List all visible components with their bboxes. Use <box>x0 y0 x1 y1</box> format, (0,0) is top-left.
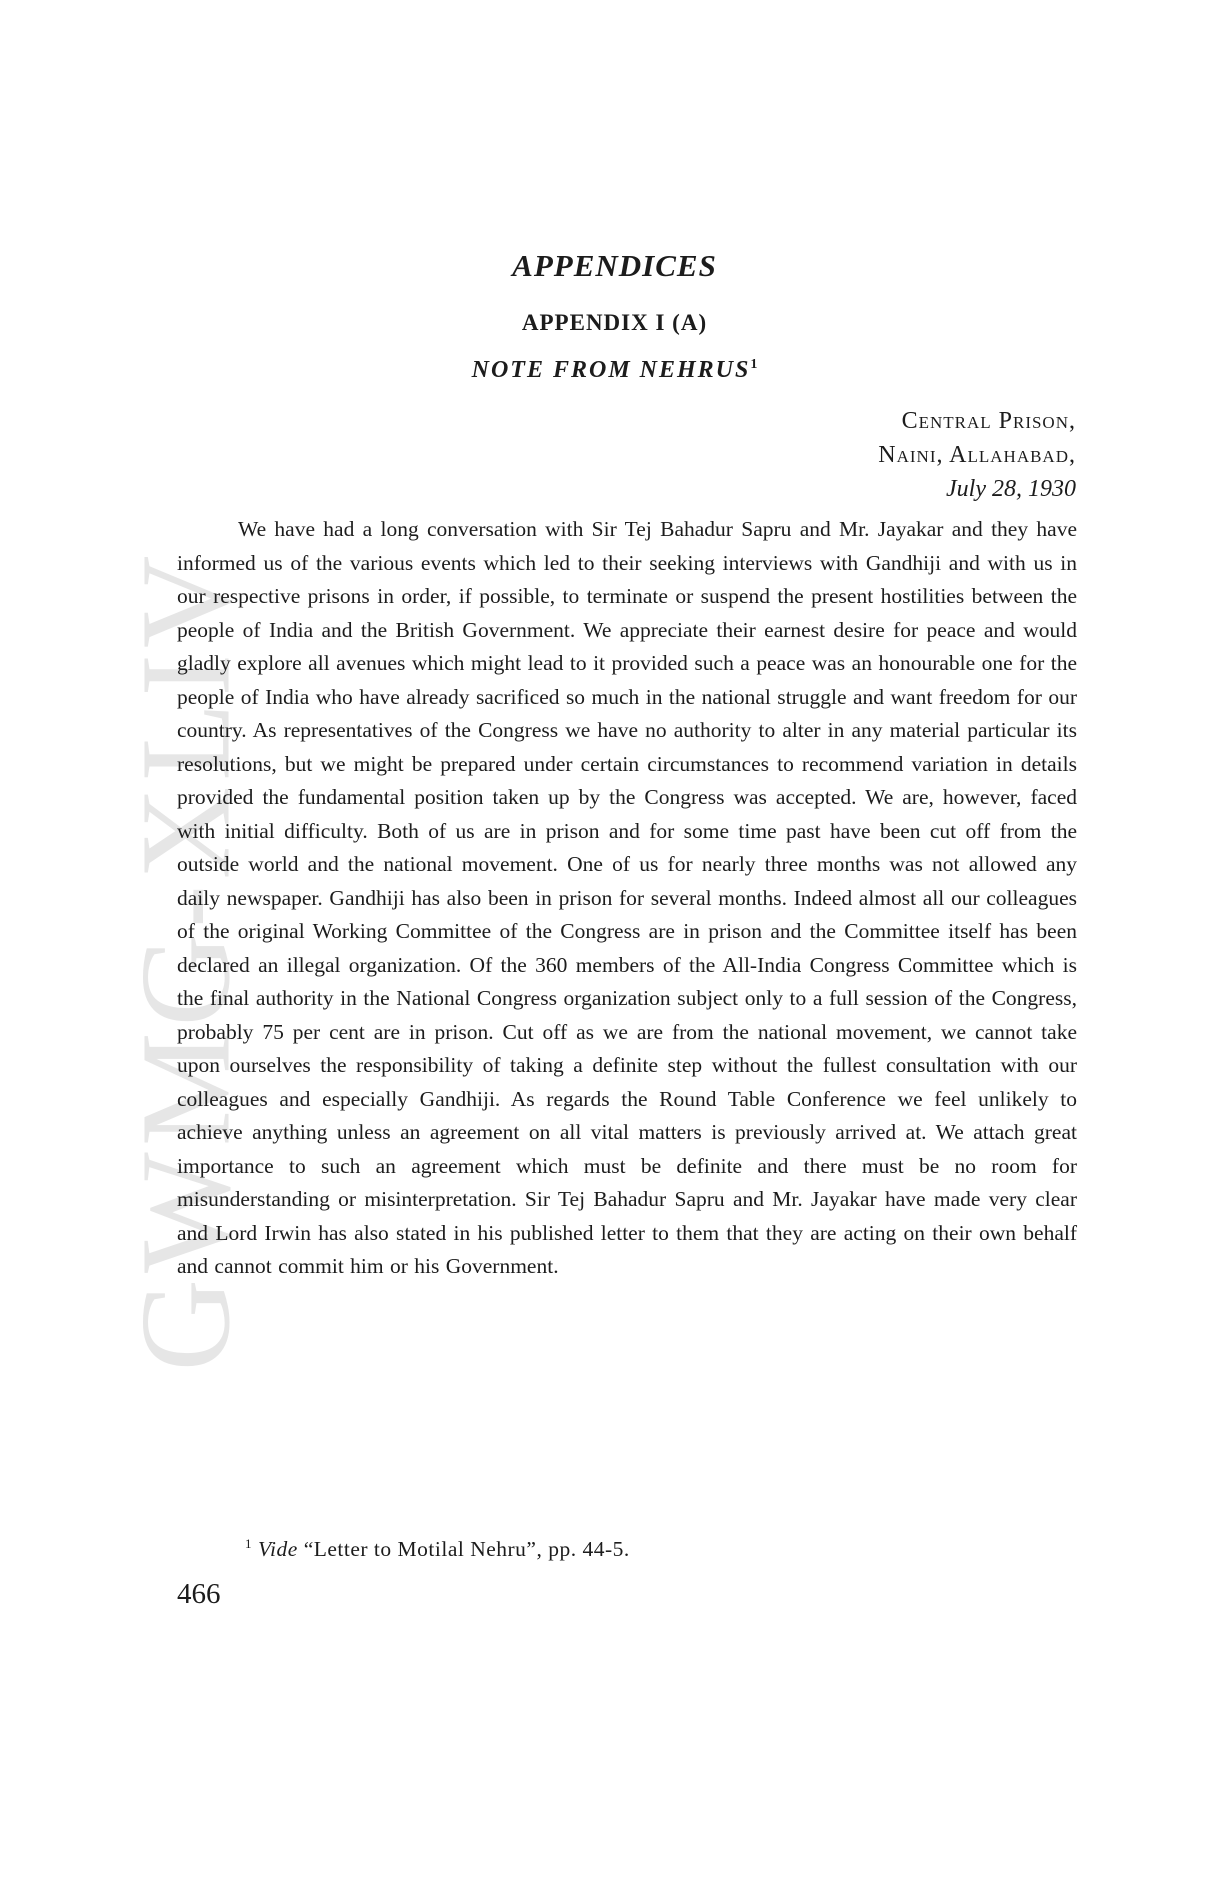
page-title: APPENDICES <box>512 248 717 283</box>
body-paragraph: We have had a long conversation with Sir Tej Bahadur Sapru and Mr. Jayakar and they have informed us of the various events which led to their seeking interviews with Gandhiji and with us in our respective prisons in order, if possible, to terminate or suspend the present hostilities between the people of India and the British Government. We appreciate their earnest desire for peace and would gladly explore all avenues which might lead to it provided such a peace was an honourable one for the people of India who have already sacrificed so much in the national struggle and want freedom for our country. As representatives of the Congress we have no authority to alter in any material particular its resolutions, but we might be prepared under certain circumstances to recommend variation in details provided the fundamental position taken up by the Congress was accepted. We are, however, faced with initial difficulty. Both of us are in prison and for some time past have been cut off from the outside world and the national movement. One of us for nearly three months was not allowed any daily newspaper. Gandhiji has also been in prison for several months. Indeed almost all our colleagues of the original Working Committee of the Congress are in prison and the Committee itself has been declared an illegal organization. Of the 360 members of the All-India Congress Committee which is the final authority in the National Congress organization subject only to a full session of the Congress, probably 75 per cent are in prison. Cut off as we are from the national movement, we cannot take upon ourselves the responsibility of taking a definite step without the fullest consultation with our colleagues and especially Gandhiji. As regards the Round Table Conference we feel unlikely to achieve anything unless an agreement on all vital matters is previously arrived at. We attach great importance to such an agreement which must be definite and there must be no room for misunderstanding or misinterpretation. Sir Tej Bahadur Sapru and Mr. Jayakar have made very clear and Lord Irwin has also stated in his published letter to them that they are acting on their own behalf and cannot commit him or his Government. <box>177 517 1077 1278</box>
address-line-1: Central Prison, <box>901 408 1076 434</box>
page-number: 466 <box>177 1578 221 1610</box>
address-date: July 28, 1930 <box>946 476 1076 502</box>
footnote <box>245 1536 630 1562</box>
note-subheading <box>0 357 1229 384</box>
watermark-text: GWMG-XLIV <box>114 549 256 1371</box>
subheading-text: NOTE FROM NEHRUS <box>471 357 751 383</box>
appendix-heading: APPENDIX I (A) <box>521 310 708 335</box>
address-block <box>878 404 1076 506</box>
footnote-marker: 1 <box>750 357 758 372</box>
address-line-2: Naini, Allahabad, <box>878 442 1076 468</box>
footnote-italic: Vide <box>258 1537 298 1562</box>
footnote-text: “Letter to Motilal Nehru”, pp. 44-5. <box>303 1537 630 1562</box>
footnote-number: 1 <box>245 1536 252 1551</box>
